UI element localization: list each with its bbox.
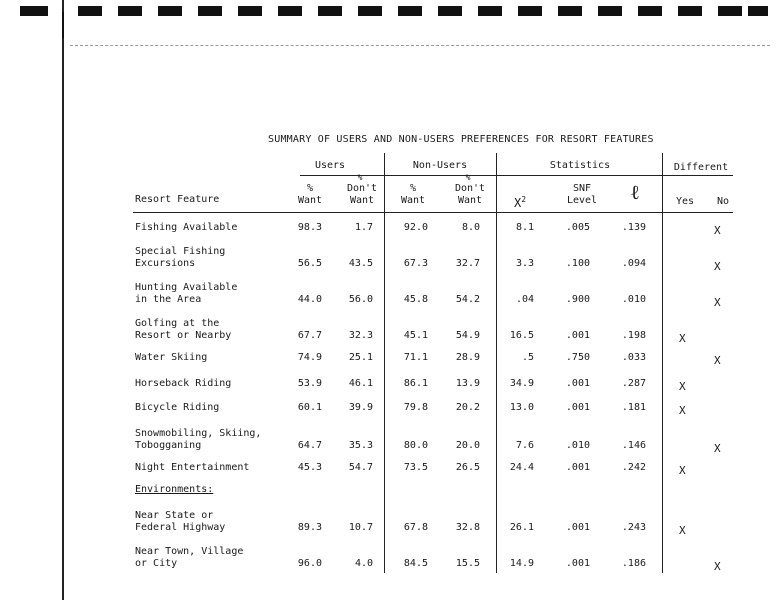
cell-rho: .198 [621,330,646,341]
punch-mark [478,6,502,16]
chi-superscript: 2 [521,195,527,204]
cell-nd: 32.8 [455,522,480,533]
cell-snf: .750 [565,352,590,363]
cell-nd: 28.9 [455,352,480,363]
punch-mark [78,6,102,16]
group-users: Users [314,160,346,171]
cell-nw: 71.1 [403,352,428,363]
cell-snf: .100 [565,258,590,269]
cell-nd: 20.2 [455,402,480,413]
punch-mark [158,6,182,16]
col-resort-feature: Resort Feature [135,194,220,205]
cell-rho: .139 [621,222,646,233]
punch-mark [118,6,142,16]
punch-mark [20,6,48,16]
col-nonusers-dont-pct: % [465,173,471,182]
cell-rho: .186 [621,558,646,569]
cell-nd: 13.9 [455,378,480,389]
punch-mark [278,6,302,16]
cell-nw: 92.0 [403,222,428,233]
cell-x2: 16.5 [509,330,534,341]
feature-label-line2: Resort or Nearby [135,330,232,341]
col-snf-level: Level [566,195,598,206]
cell-uw: 45.3 [297,462,322,473]
different-yes-mark: X [679,464,686,477]
cell-x2: 34.9 [509,378,534,389]
punch-mark [518,6,542,16]
col-yes: Yes [675,196,695,207]
cell-ud: 32.3 [348,330,373,341]
cell-x2: 7.6 [515,440,534,451]
cell-x2: 24.4 [509,462,534,473]
punch-mark [678,6,702,16]
cell-nd: 15.5 [455,558,480,569]
cell-snf: .005 [565,222,590,233]
col-nonusers-dont: Don't [454,183,486,194]
col-users-want-pct: % [306,183,314,194]
cell-rho: .094 [621,258,646,269]
punch-mark [318,6,342,16]
environments-label: Environments: [135,484,214,495]
punch-mark [598,6,622,16]
col-users-want: Want [297,195,323,206]
punch-mark [198,6,222,16]
cell-nw: 84.5 [403,558,428,569]
punch-mark [748,6,768,16]
col-no: No [716,196,730,207]
different-no-mark: X [714,260,721,273]
col-nonusers-dont-want: Want [457,195,483,206]
feature-label: Bicycle Riding [135,402,220,413]
cell-uw: 67.7 [297,330,322,341]
col-users-dont: Don't [346,183,378,194]
feature-label: Near Town, Village [135,546,244,557]
col-snf: SNF [572,183,592,194]
cell-snf: .001 [565,522,590,533]
col-nonusers-want-pct: % [409,183,417,194]
cell-x2: .5 [521,352,534,363]
cell-snf: .001 [565,462,590,473]
different-no-mark: X [714,560,721,573]
cell-rho: .287 [621,378,646,389]
binder-tick [62,12,64,38]
cell-rho: .010 [621,294,646,305]
punch-mark [398,6,422,16]
col-chi-square [514,194,526,209]
cell-nd: 32.7 [455,258,480,269]
column-divider [384,153,385,573]
cell-uw: 74.9 [297,352,322,363]
col-nonusers-want: Want [400,195,426,206]
different-yes-mark: X [679,380,686,393]
cell-ud: 43.5 [348,258,373,269]
cell-uw: 64.7 [297,440,322,451]
perforation-line [70,45,770,46]
column-divider [496,153,497,573]
feature-label: Golfing at the [135,318,220,329]
col-users-dont-want: Want [349,195,375,206]
binder-edge [62,0,64,600]
group-different: Different [673,162,729,173]
table-title: SUMMARY OF USERS AND NON-USERS PREFERENCES FOR RESORT FEATURES [268,134,654,145]
cell-x2: 26.1 [509,522,534,533]
cell-uw: 53.9 [297,378,322,389]
punch-mark [438,6,462,16]
feature-label: Special Fishing [135,246,226,257]
cell-nw: 67.3 [403,258,428,269]
cell-ud: 39.9 [348,402,373,413]
different-yes-mark: X [679,332,686,345]
cell-ud: 46.1 [348,378,373,389]
feature-label: Night Entertainment [135,462,250,473]
cell-ud: 54.7 [348,462,373,473]
cell-ud: 25.1 [348,352,373,363]
feature-label-line2: Federal Highway [135,522,226,533]
cell-uw: 98.3 [297,222,322,233]
cell-rho: .242 [621,462,646,473]
feature-label: Hunting Available [135,282,238,293]
cell-rho: .243 [621,522,646,533]
cell-nw: 80.0 [403,440,428,451]
cell-uw: 96.0 [297,558,322,569]
cell-nd: 54.9 [455,330,480,341]
cell-x2: .04 [515,294,534,305]
cell-uw: 60.1 [297,402,322,413]
cell-ud: 1.7 [354,222,373,233]
feature-label: Near State or [135,510,214,521]
cell-nw: 73.5 [403,462,428,473]
cell-rho: .146 [621,440,646,451]
feature-label: Horseback Riding [135,378,232,389]
column-divider [662,153,663,573]
cell-nd: 54.2 [455,294,480,305]
col-users-dont-pct: % [357,173,363,182]
cell-x2: 14.9 [509,558,534,569]
different-no-mark: X [714,354,721,367]
different-no-mark: X [714,442,721,455]
cell-ud: 4.0 [354,558,373,569]
cell-nw: 45.1 [403,330,428,341]
cell-uw: 56.5 [297,258,322,269]
feature-label-line2: in the Area [135,294,202,305]
cell-snf: .900 [565,294,590,305]
punch-mark [358,6,382,16]
cell-nw: 67.8 [403,522,428,533]
cell-snf: .001 [565,558,590,569]
cell-nd: 8.0 [461,222,480,233]
punch-mark [558,6,582,16]
different-no-mark: X [714,296,721,309]
group-non-users: Non-Users [412,160,468,171]
different-no-mark: X [714,224,721,237]
cell-snf: .001 [565,378,590,389]
different-yes-mark: X [679,524,686,537]
cell-nd: 26.5 [455,462,480,473]
feature-label-line2: or City [135,558,178,569]
punch-mark [638,6,662,16]
cell-nw: 79.8 [403,402,428,413]
feature-label-line2: Tobogganing [135,440,202,451]
feature-label: Fishing Available [135,222,238,233]
chi-symbol: X [514,196,522,210]
cell-nd: 20.0 [455,440,480,451]
cell-ud: 56.0 [348,294,373,305]
cell-x2: 13.0 [509,402,534,413]
cell-snf: .001 [565,330,590,341]
cell-uw: 44.0 [297,294,322,305]
cell-nw: 45.8 [403,294,428,305]
punch-mark [718,6,742,16]
group-statistics: Statistics [549,160,611,171]
punch-mark [238,6,262,16]
cell-x2: 8.1 [515,222,534,233]
feature-label: Water Skiing [135,352,208,363]
cell-nw: 86.1 [403,378,428,389]
col-rho: ℓ [630,180,640,204]
cell-snf: .010 [565,440,590,451]
different-yes-mark: X [679,404,686,417]
feature-label: Snowmobiling, Skiing, [135,428,262,439]
cell-x2: 3.3 [515,258,534,269]
cell-uw: 89.3 [297,522,322,533]
cell-rho: .033 [621,352,646,363]
cell-ud: 35.3 [348,440,373,451]
header-rule [133,212,733,213]
cell-snf: .001 [565,402,590,413]
feature-label-line2: Excursions [135,258,196,269]
cell-ud: 10.7 [348,522,373,533]
cell-rho: .181 [621,402,646,413]
